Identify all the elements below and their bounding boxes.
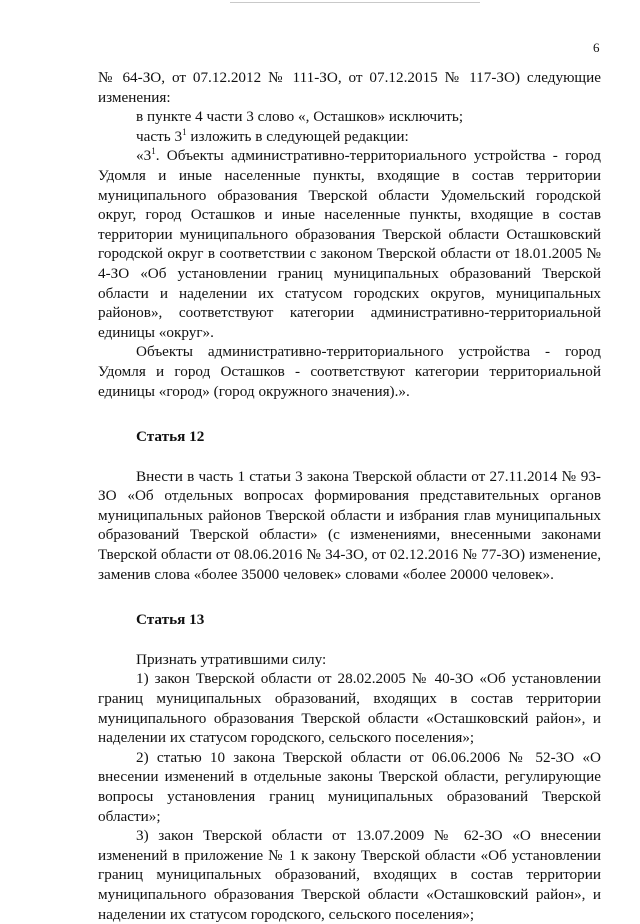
section-spacer [98,630,601,650]
paragraph [98,68,601,107]
paragraph [98,748,601,826]
article-heading [98,427,601,447]
paragraph [98,127,601,147]
paragraph-text: 3) закон Тверской области от 13.07.2009 № 62-ЗО «О внесении изменений в приложение № 1 к закону Тверской области «Об установлении границ муниципальных образований, входящих в состав территории муниципального образования Тверской области «Осташковский район», и наделении их статусом городского, сельского поселения»; [98,827,601,923]
paragraph [98,146,601,342]
paragraph-text: Внести в часть 1 статьи 3 закона Тверской области от 27.11.2014 № 93-ЗО «Об отдельных вопросах формирования представительных органов муниципальных районов Тверской области и избрания глав муниципальных образований Тверской области» (с изменениями, внесенными законами Тверской области от 08.06.2016 № 34-ЗО, от 02.12.2016 № 77-ЗО) изменение, заменив слова «более 35000 человек» словами «более 20000 человек». [98,467,601,583]
article-heading-text: Статья 13 [136,611,205,629]
paragraph-text: 2) статью 10 закона Тверской области от 06.06.2006 № 52-ЗО «О внесении изменений в отдельные законы Тверской области, регулирующие вопросы установления границ муниципальных образований Тверской области»; [98,748,601,825]
paragraph [98,107,601,127]
paragraph-text: «3 [136,147,152,165]
paragraph-text: Объекты административно-территориального устройства - город Удомля и город Осташков - соответствуют категории территориальной единицы «город» (город окружного значения).». [98,343,601,400]
section-spacer [98,401,601,427]
paragraph-text: № 64-ЗО, от 07.12.2012 № 111-ЗО, от 07.12.2015 № 117-ЗО) следующие изменения: [98,69,601,106]
document-body [98,68,601,924]
article-heading [98,610,601,630]
superscript-index: 1 [182,126,187,137]
paragraph [98,342,601,401]
page-number: 6 [593,40,600,55]
article-heading-text: Статья 12 [136,428,205,446]
paragraph-text: 1) закон Тверской области от 28.02.2005 № 40-ЗО «Об установлении границ муниципальных образований, входящих в состав территории муниципального образования Тверской области «Осташковский район», и наделении их статусом городского, сельского поселения»; [98,670,601,747]
section-spacer [98,584,601,610]
paragraph-text-continued: . Объекты административно-территориального устройства - город Удомля и иные населенные пункты, входящие в состав территории муниципального образования Тверской области Удомельский городской округ, город Осташков и иные населенные пункты, входящие в состав территории муниципального образования Тверской области Осташковский городской округ в соответствии с законом Тверской области от 18.01.2005 № 4-ЗО «Об установлении границ муниципальных образований Тверской области и наделении их статусом городских округов, муниципальных районов», соответствуют категории административно-территориальной единицы «округ». [98,147,601,341]
section-spacer [98,447,601,467]
paragraph [98,669,601,747]
paragraph [98,826,601,924]
paragraph-text: часть 3 [136,127,183,145]
superscript-index: 1 [151,146,156,157]
scan-edge-line [230,2,480,3]
paragraph-text-continued: изложить в следующей редакции: [186,127,409,145]
paragraph-text: Признать утратившими силу: [136,650,327,668]
paragraph-text: в пункте 4 части 3 слово «, Осташков» исключить; [136,108,464,126]
paragraph [98,650,601,670]
paragraph [98,467,601,585]
